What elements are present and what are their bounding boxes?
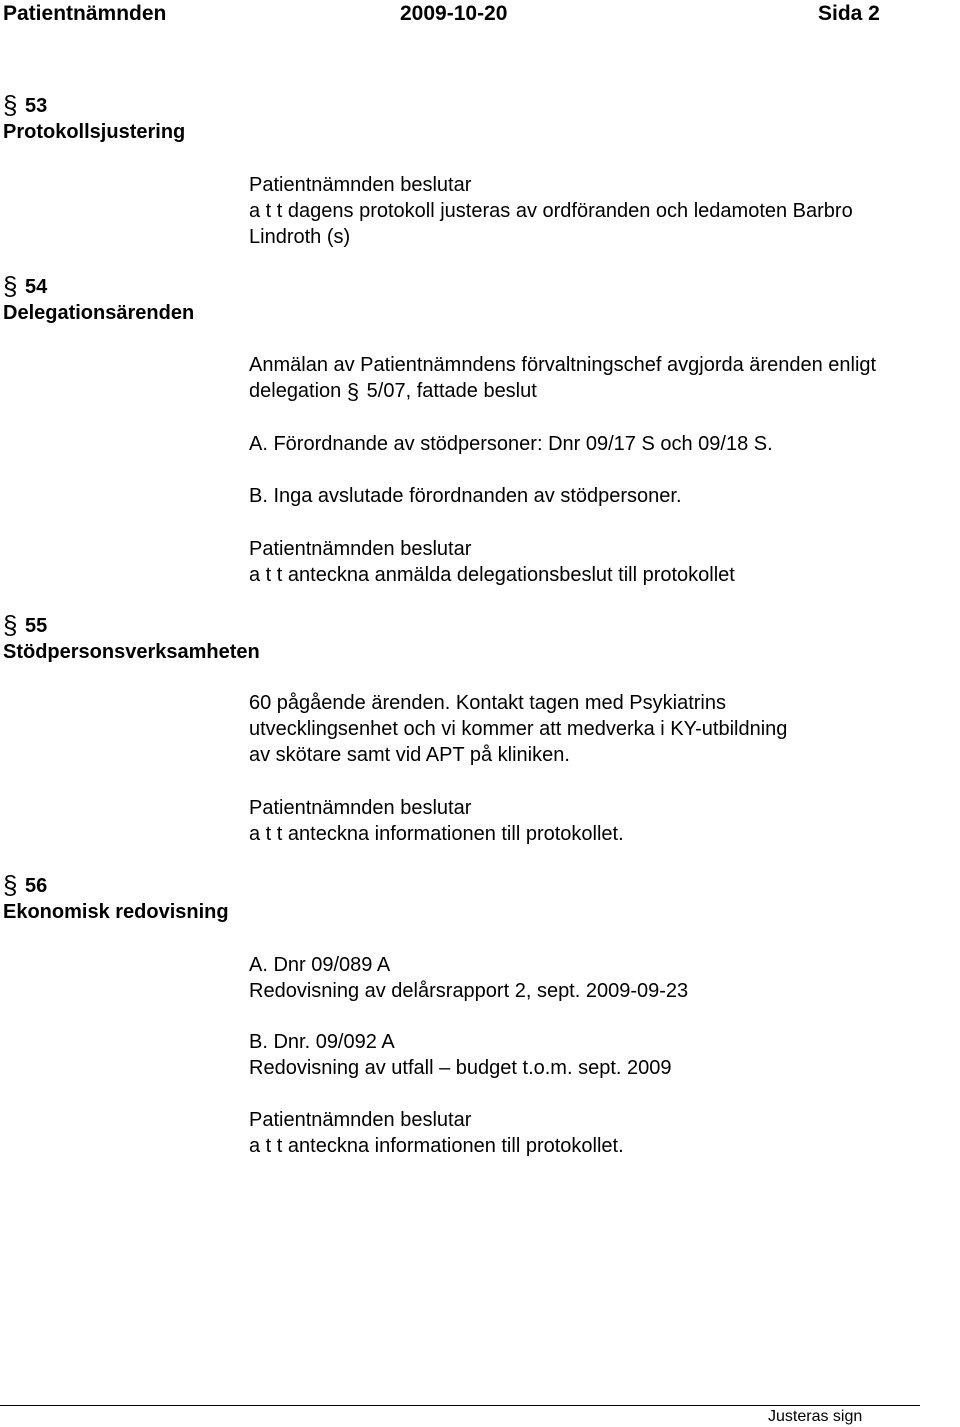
section-55-heading — [3, 612, 260, 665]
paragraph-symbol-icon: § — [3, 90, 18, 120]
section-title: Delegationsärenden — [3, 302, 195, 324]
section-number: 56 — [25, 875, 48, 897]
section-number: 54 — [25, 276, 48, 298]
item-a: A. Förordnande av stödpersoner: Dnr 09/17 S och 09/18 S. — [249, 433, 773, 455]
decision-text: a t t anteckna informationen till protokollet. — [249, 1135, 624, 1157]
section-55-body — [249, 690, 787, 768]
header-organization: Patientnämnden — [3, 2, 167, 25]
section-54-decision — [249, 536, 735, 588]
item-text: Redovisning av delårsrapport 2, sept. 2009-09-23 — [249, 980, 689, 1002]
paragraph-symbol-icon: § — [3, 271, 18, 301]
body-text: Anmälan av Patientnämndens förvaltningschef avgjorda ärenden enligt — [249, 354, 877, 376]
item-b: B. Inga avslutade förordnanden av stödpersoner. — [249, 485, 682, 507]
signature-label: Justeras sign — [768, 1408, 863, 1425]
section-56-item-a — [249, 952, 688, 1004]
section-55-decision — [249, 795, 624, 847]
decision-text: a t t anteckna anmälda delegationsbeslut till protokollet — [249, 564, 735, 586]
decision-heading: Patientnämnden beslutar — [249, 538, 472, 560]
section-54-intro — [249, 352, 876, 405]
section-53-heading — [3, 92, 185, 145]
header-date: 2009-10-20 — [400, 2, 508, 25]
section-56-item-b — [249, 1029, 672, 1081]
section-title: Protokollsjustering — [3, 121, 186, 143]
section-56-heading — [3, 872, 229, 925]
header-page-number: Sida 2 — [818, 2, 880, 25]
section-56-decision — [249, 1107, 624, 1159]
decision-heading: Patientnämnden beslutar — [249, 797, 472, 819]
paragraph-symbol-icon: § — [3, 610, 18, 640]
body-text: av skötare samt vid APT på kliniken. — [249, 744, 570, 766]
item-text: Redovisning av utfall – budget t.o.m. sept. 2009 — [249, 1057, 672, 1079]
body-text: delegation § 5/07, fattade beslut — [249, 379, 537, 404]
section-title: Ekonomisk redovisning — [3, 901, 229, 923]
decision-heading: Patientnämnden beslutar — [249, 1109, 472, 1131]
section-54-heading — [3, 273, 194, 326]
signature-line — [0, 1405, 920, 1406]
paragraph-symbol-icon: § — [346, 379, 360, 404]
section-title: Stödpersonsverksamheten — [3, 641, 260, 663]
paragraph-symbol-icon: § — [3, 870, 18, 900]
body-text: 60 pågående ärenden. Kontakt tagen med Psykiatrins — [249, 692, 726, 714]
decision-heading: Patientnämnden beslutar — [249, 174, 472, 196]
decision-text: a t t dagens protokoll justeras av ordföranden och ledamoten Barbro — [249, 200, 853, 222]
section-number: 53 — [25, 95, 48, 117]
decision-text: Lindroth (s) — [249, 226, 351, 248]
body-text: utvecklingsenhet och vi kommer att medverka i KY-utbildning — [249, 718, 788, 740]
item-heading: B. Dnr. 09/092 A — [249, 1031, 395, 1053]
section-number: 55 — [25, 615, 48, 637]
item-heading: A. Dnr 09/089 A — [249, 954, 391, 976]
section-53-body — [249, 172, 853, 250]
decision-text: a t t anteckna informationen till protokollet. — [249, 823, 624, 845]
